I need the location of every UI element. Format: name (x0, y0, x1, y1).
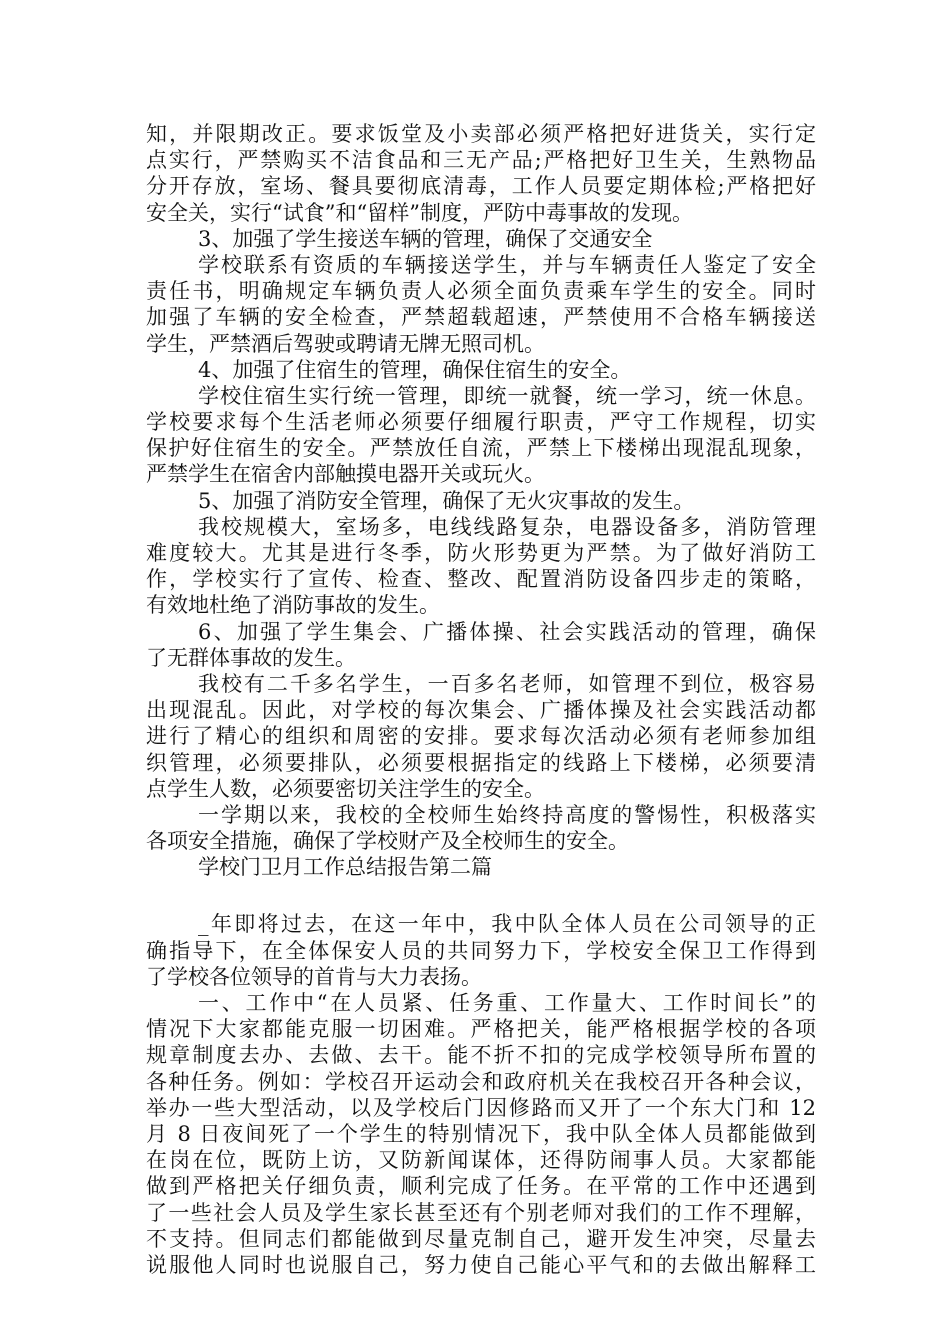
text-line: 织管理，必须要排队，必须要根据指定的线路上下楼梯，必须要清 (146, 750, 816, 775)
text-line: 保护好住宿生的安全。严禁放任自流，严禁上下楼梯出现混乱现象， (146, 436, 816, 461)
paragraph (146, 383, 816, 488)
section-heading (146, 619, 816, 671)
text-line: 学校住宿生实行统一管理，即统一就餐，统一学习，统一休息。 (198, 383, 816, 408)
text-line: 有效地杜绝了消防事故的发生。 (146, 593, 440, 618)
text-line: 作，学校实行了宣传、检查、整改、配置消防设备四步走的策略， (146, 567, 816, 592)
text-line: 了无群体事故的发生。 (146, 645, 356, 670)
text-line: 点实行，严禁购买不洁食品和三无产品;严格把好卫生关，生熟物品 (146, 148, 816, 173)
text-line: 了一些社会人员及学生家长甚至还有个别老师对我们的工作不理解， (146, 1200, 816, 1225)
text-line: 了学校各位领导的首肯与大力表扬。 (146, 964, 482, 989)
section-heading (146, 226, 816, 252)
text-line: 加强了车辆的安全检查，严禁超载超速，严禁使用不合格车辆接送 (146, 305, 816, 330)
text-line: 4、加强了住宿生的管理，确保住宿生的安全。 (198, 357, 632, 382)
text-line: 点学生人数，必须要密切关注学生的安全。 (146, 776, 545, 801)
text-line: 说服他人同时也说服自己，努力使自己能心平气和的去做出解释工 (146, 1252, 816, 1277)
text-line: 责任书，明确规定车辆负责人必须全面负责乘车学生的安全。同时 (146, 279, 816, 304)
text-line: 在岗在位，既防上访，又防新闻谋体，还得防闹事人员。大家都能 (146, 1148, 816, 1173)
section-heading (146, 488, 816, 514)
text-line: 举办一些大型活动，以及学校后门因修路而又开了一个东大门和 12 (146, 1095, 816, 1120)
paragraph (146, 121, 816, 226)
paragraph (146, 252, 816, 357)
text-line: 6、加强了学生集会、广播体操、社会实践活动的管理，确保 (198, 619, 816, 644)
section-heading (146, 357, 816, 383)
text-line: 不支持。但同志们都能做到尽量克制自己，避开发生冲突，尽量去 (146, 1226, 816, 1251)
text-line: 各种任务。例如：学校召开运动会和政府机关在我校召开各种会议， (146, 1069, 816, 1094)
paragraph (146, 911, 816, 990)
text-line: 出现混乱。因此，对学校的每次集会、广播体操及社会实践活动都 (146, 698, 816, 723)
text-line: 5、加强了消防安全管理，确保了无火灾事故的发生。 (198, 488, 695, 513)
text-line: 一、工作中“在人员紧、任务重、工作量大、工作时间长”的 (198, 991, 816, 1015)
text-line: 3、加强了学生接送车辆的管理，确保了交通安全 (198, 226, 653, 251)
paragraph (146, 802, 816, 854)
paragraph (146, 671, 816, 802)
text-line: 确指导下，在全体保安人员的共同努力下，学校安全保卫工作得到 (146, 938, 816, 963)
text-line: 知，并限期改正。要求饭堂及小卖部必须严格把好进货关，实行定 (146, 122, 816, 146)
text-line: 月 8 日夜间死了一个学生的特别情况下，我中队全体人员都能做到 (146, 1121, 816, 1146)
text-line: 我校规模大，室场多，电线线路复杂，电器设备多，消防管理 (198, 514, 816, 539)
text-line: 学生，严禁酒后驾驶或聘请无牌无照司机。 (146, 331, 545, 356)
text-line: 各项安全措施，确保了学校财产及全校师生的安全。 (146, 829, 629, 854)
text-line: 学校联系有资质的车辆接送学生，并与车辆责任人鉴定了安全 (198, 252, 816, 277)
text-line: 情况下大家都能克服一切困难。严格把关，能严格根据学校的各项 (146, 1017, 816, 1042)
paragraph (146, 990, 816, 1278)
text-line: 一学期以来，我校的全校师生始终持高度的警惕性，积极落实 (198, 802, 816, 827)
text-line: 安全关，实行“试食”和“留样”制度，严防中毒事故的发现。 (146, 200, 693, 225)
text-line: 规章制度去办、去做、去干。能不折不扣的完成学校领导所布置的 (146, 1043, 816, 1068)
document-body (146, 121, 816, 1278)
text-line: 难度较大。尤其是进行冬季，防火形势更为严禁。为了做好消防工 (146, 541, 816, 565)
text-line: 进行了精心的组织和周密的安排。要求每次活动必须有老师参加组 (146, 724, 816, 749)
section-title (146, 854, 816, 880)
text-line: 学校要求每个生活老师必须要仔细履行职责，严守工作规程，切实 (146, 410, 816, 435)
text-line: 做到严格把关仔细负责，顺利完成了任务。在平常的工作中还遇到 (146, 1174, 816, 1199)
text-line: 严禁学生在宿舍内部触摸电器开关或玩火。 (146, 462, 545, 487)
text-line: 我校有二千多名学生，一百多名老师，如管理不到位，极容易 (198, 671, 816, 696)
text-line: 学校门卫月工作总结报告第二篇 (198, 855, 492, 880)
text-line: 分开存放，室场、餐具要彻底清毒，工作人员要定期体检;严格把好 (146, 174, 816, 199)
paragraph (146, 514, 816, 619)
text-line: _年即将过去，在这一年中，我中队全体人员在公司领导的正 (198, 912, 816, 937)
blank-line (146, 880, 816, 911)
